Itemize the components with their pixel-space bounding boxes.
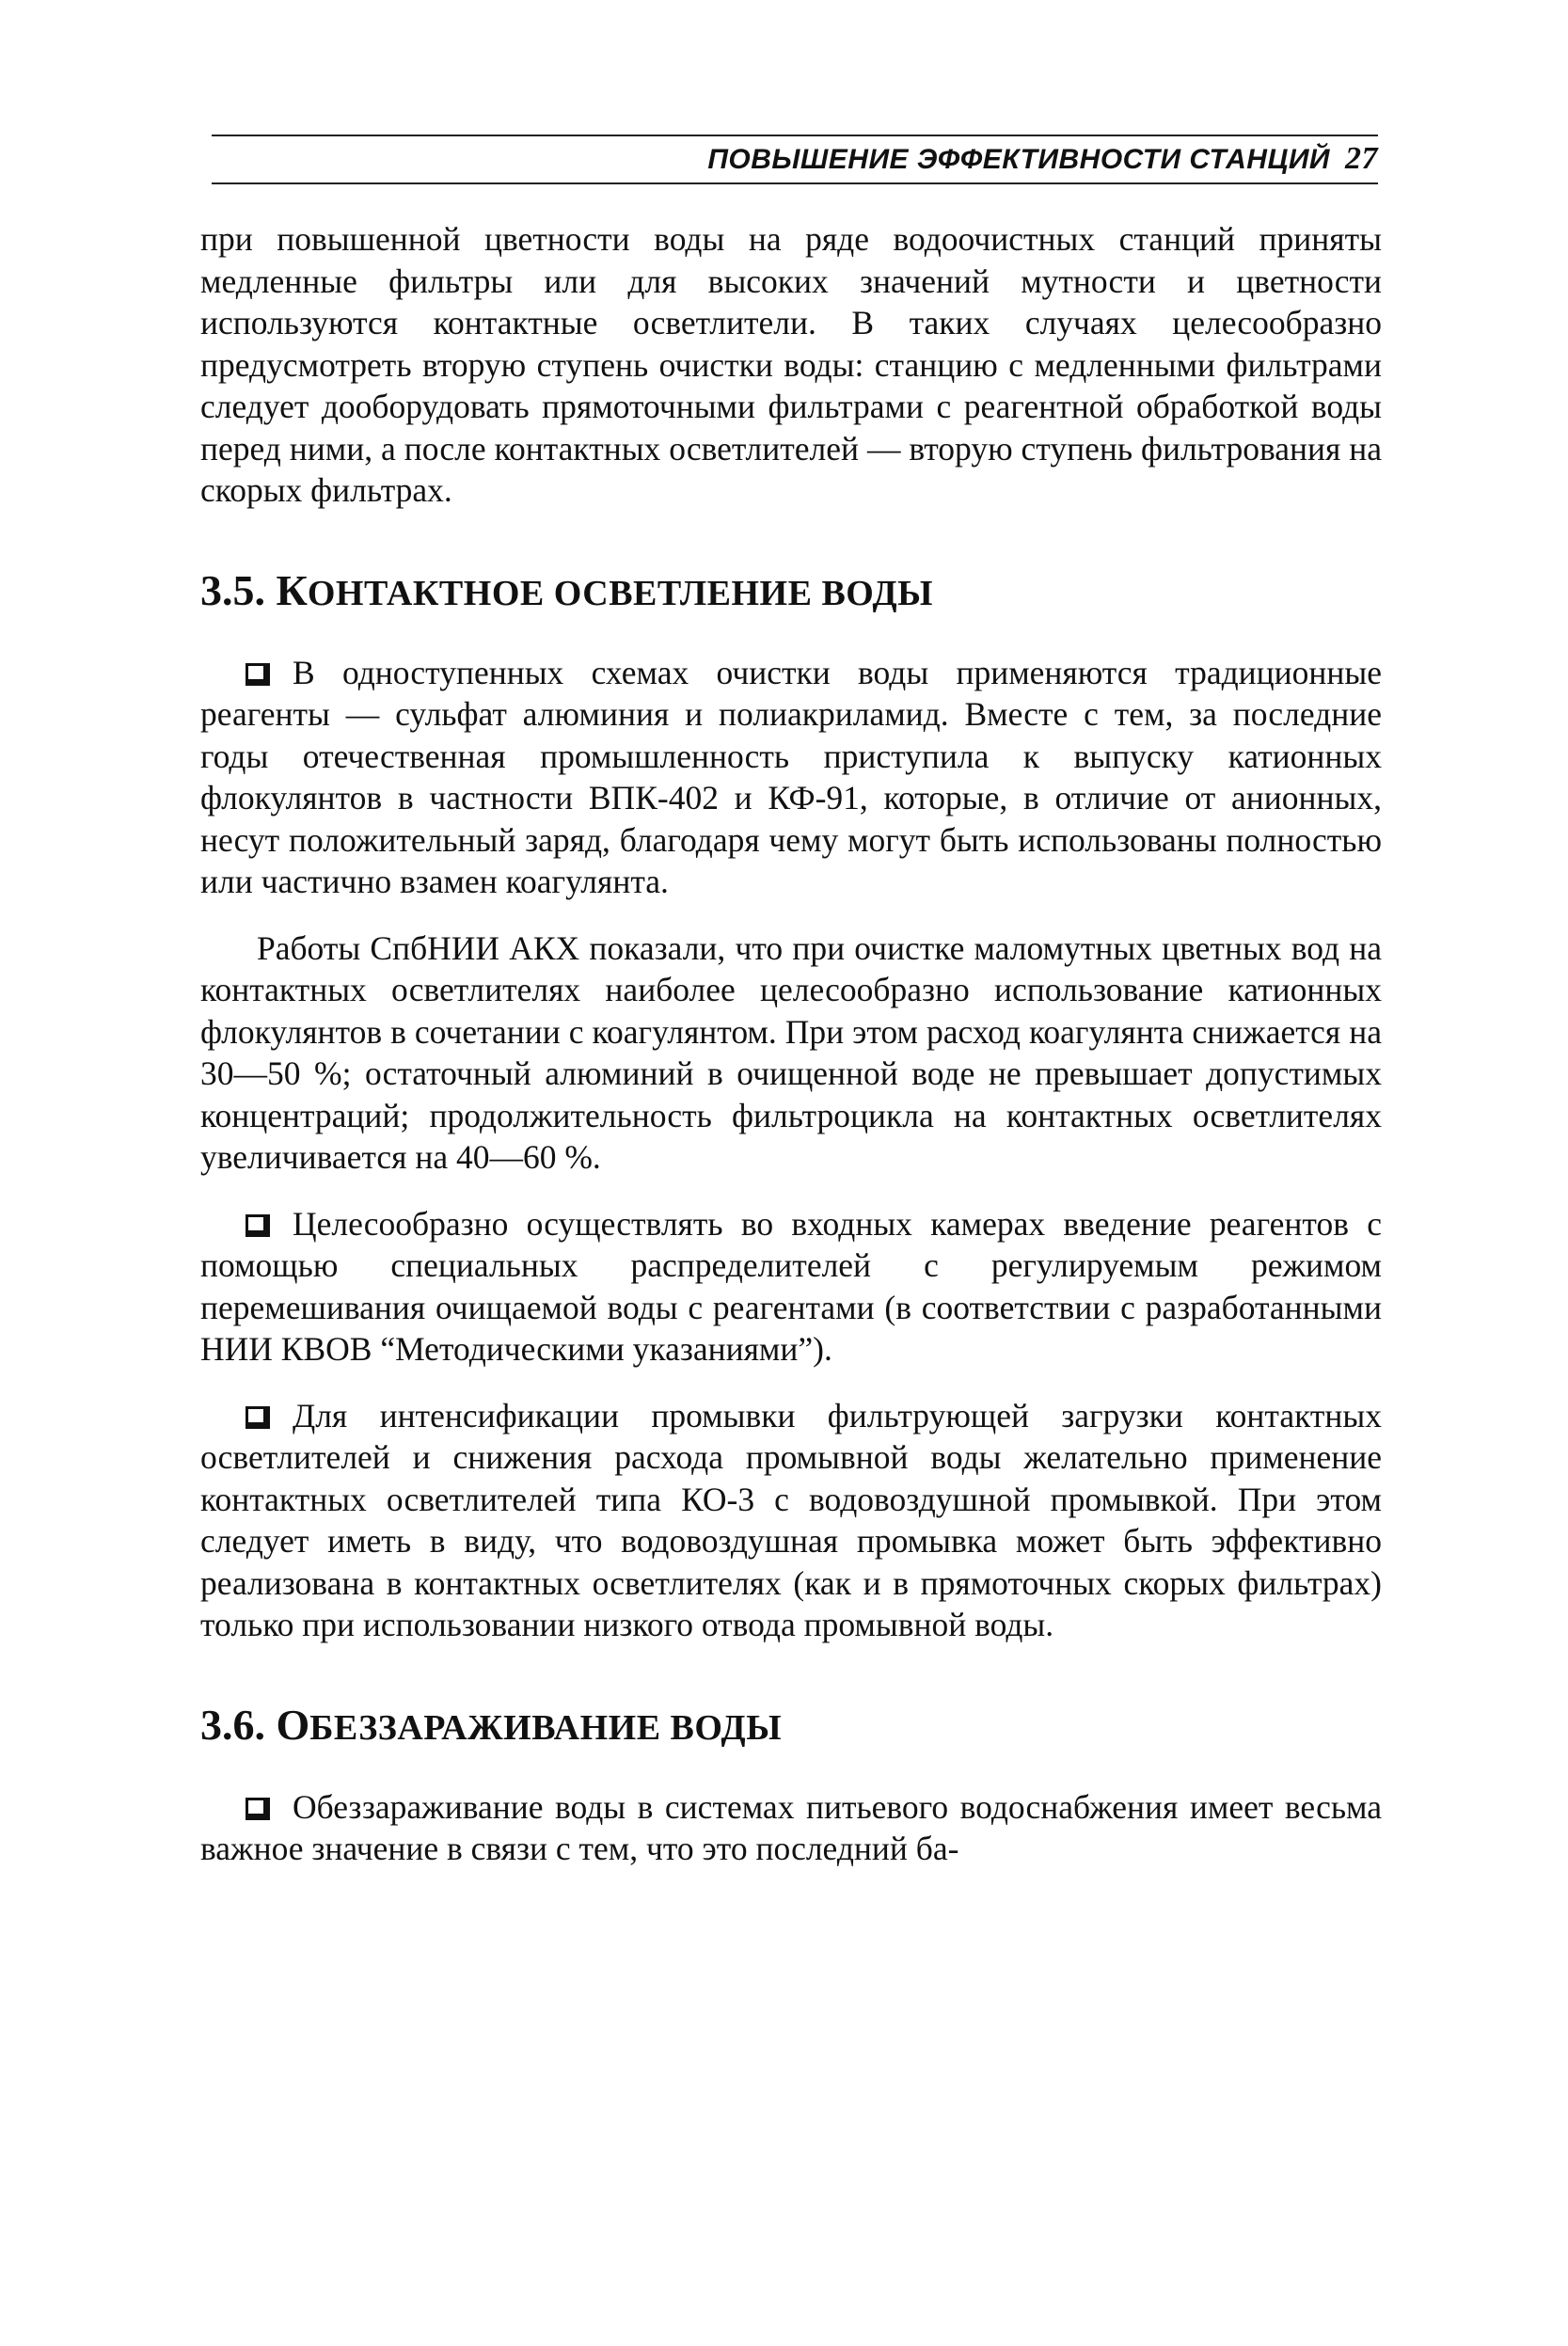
section-title-initial: О [276,1700,310,1749]
paragraph-text: Для интенсификации промывки фильтрующей загрузки контактных осветлителей и снижения расхода промывной воды желательно применение контактных осветлителей типа КО-3 с водовоздушной промывкой. При этом следует иметь в виду, что водовоздушная промывка может быть эффективно реализована в контактных осветлителях (как и в прямоточных скорых фильтрах) только при использовании низкого отвода промывной воды. [200,1396,1382,1643]
checkbox-square-icon [245,1406,270,1429]
paragraph [200,1395,1382,1646]
paragraph-text: Обеззараживание воды в системах питьевого водоснабжения имеет весьма важное значение в связи с тем, что это последний ба- [200,1787,1382,1867]
checkbox-square-icon [245,663,270,686]
header-rule-bottom [212,182,1378,184]
paragraph-intro: при повышенной цветности воды на ряде водоочистных станций приняты медленные фильтры или для высоких значений мутности и цветности используются контактные осветлители. В таких случаях целесообразно предусмотреть вторую ступень очистки воды: станцию с медленными фильтрами следует дооборудовать прямоточными фильтрами с реагентной обработкой воды перед ними, а после контактных осветлителей — вторую ступень фильтрования на скорых фильтрах. [200,220,1382,509]
section-title-rest: ОНТАКТНОЕ ОСВЕТЛЕНИЕ ВОДЫ [307,573,933,613]
header-rule-top [212,135,1378,136]
paragraph [200,652,1382,903]
page-number: 27 [1345,141,1378,176]
paragraph-text: Целесообразно осуществлять во входных камерах введение реагентов с помощью специальных распределителей с регулируемым режимом перемешивания очищаемой воды с реагентами (в соответствии с разработанными НИИ КВОВ “Методическими указаниями”). [200,1204,1382,1368]
paragraph [200,1786,1382,1870]
section-title-initial: К [276,565,308,614]
paragraph: Работы СпбНИИ АКХ показали, что при очистке маломутных цветных вод на контактных осветлителях наиболее целесообразно использование катионных флокулянтов в сочетании с коагулянтом. При этом расход коагулянта снижается на 30—50 %; остаточный алюминий в очищенной воде не превышает допустимых концентраций; продолжительность фильтроцикла на контактных осветлителях увеличивается на 40—60 %. [200,928,1382,1176]
section-heading-3-5 [200,566,1382,618]
section-title-rest: БЕЗЗАРАЖИВАНИЕ ВОДЫ [309,1707,783,1748]
paragraph [200,1203,1382,1371]
running-header [212,141,1378,177]
running-title: ПОВЫШЕНИЕ ЭФФЕКТИВНОСТИ СТАНЦИЙ [707,144,1330,175]
checkbox-square-icon [245,1214,270,1237]
section-number: 3.5. [200,565,265,614]
section-heading-3-6 [200,1701,1382,1752]
section-number: 3.6. [200,1700,265,1749]
paragraph-text: В одноступенных схемах очистки воды применяются традиционные реагенты — сульфат алюминия и полиакриламид. Вместе с тем, за последние годы отечественная промышленность приступила к выпуску катионных флокулянтов в частности ВПК-402 и КФ-91, которые, в отличие от анионных, несут положительный заряд, благодаря чему могут быть использованы полностью или частично взамен коагулянта. [200,653,1382,900]
checkbox-square-icon [245,1798,270,1820]
body-text [200,218,1382,1870]
